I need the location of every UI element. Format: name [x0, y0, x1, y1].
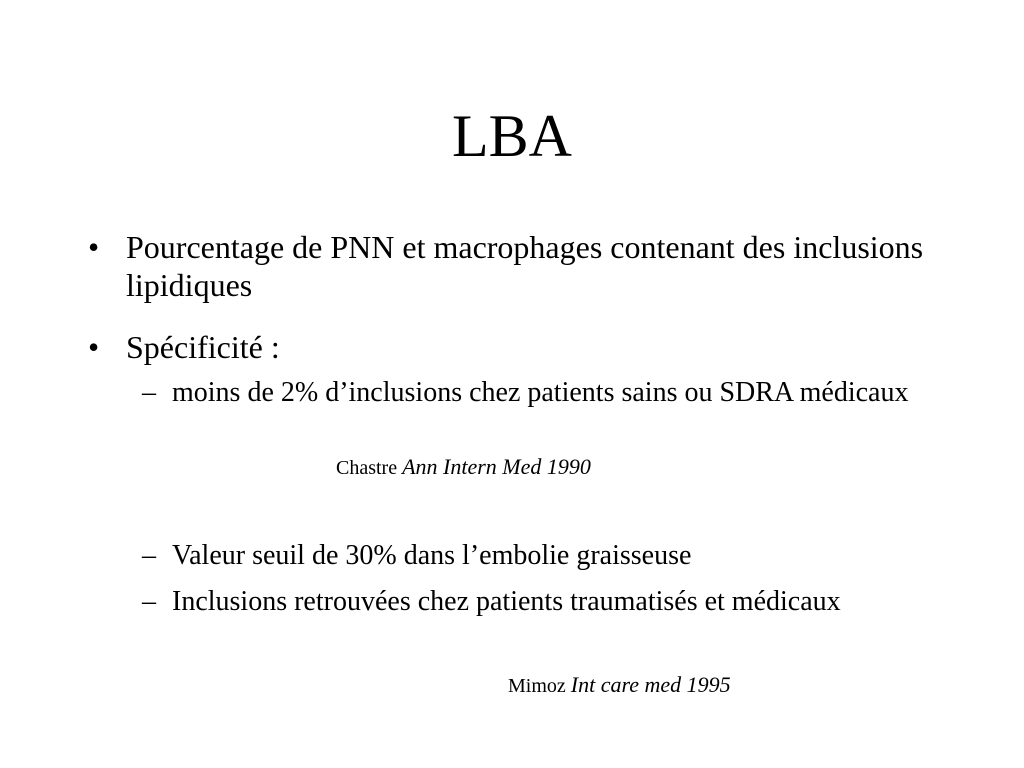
bullet-item	[88, 228, 948, 304]
dash-mark: –	[142, 540, 156, 571]
subbullet-item	[142, 585, 952, 619]
subbullet-text: Inclusions retrouvées chez patients traumatisés et médicaux	[172, 586, 841, 617]
subbullet-item	[142, 376, 952, 410]
subbullet-text: Valeur seuil de 30% dans l’embolie graisseuse	[172, 540, 692, 571]
reference-journal: Ann Intern Med 1990	[402, 454, 591, 479]
bullet-text: Spécificité :	[126, 329, 280, 365]
reference-journal: Int care med 1995	[570, 672, 731, 697]
subbullet-text: moins de 2% d’inclusions chez patients sains ou SDRA médicaux	[172, 377, 909, 408]
reference-citation	[336, 454, 591, 481]
subbullet-item	[142, 539, 952, 573]
bullet-text: Pourcentage de PNN et macrophages contenant des inclusions lipidiques	[126, 229, 924, 303]
reference-author: Mimoz	[508, 675, 571, 697]
bullet-mark: •	[88, 229, 100, 265]
bullet-item	[88, 328, 948, 366]
bullet-mark: •	[88, 329, 100, 365]
dash-mark: –	[142, 377, 156, 408]
slide-title: LBA	[452, 103, 572, 169]
reference-citation	[508, 672, 731, 699]
dash-mark: –	[142, 586, 156, 617]
reference-author: Chastre	[336, 457, 403, 479]
